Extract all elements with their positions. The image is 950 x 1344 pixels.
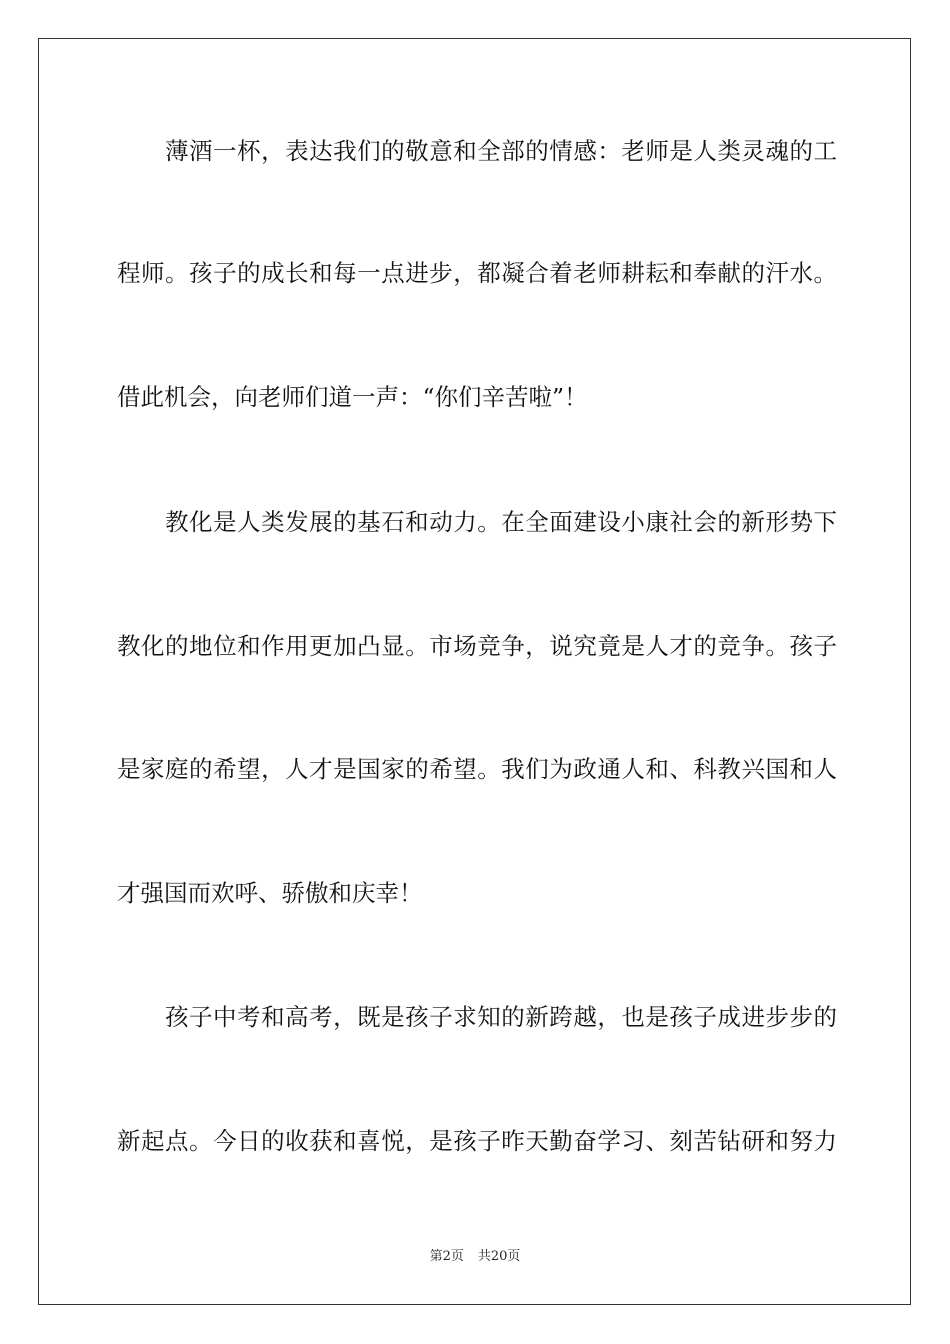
paragraph-3-line-1: 孩子中考和高考，既是孩子求知的新跨越，也是孩子成进步步的 — [165, 1003, 837, 1031]
paragraph-2-line-4: 才强国而欢呼、骄傲和庆幸！ — [117, 879, 423, 907]
paragraph-2-line-3: 是家庭的希望，人才是国家的希望。我们为政通人和、科教兴国和人 — [117, 755, 837, 783]
page-frame — [38, 38, 911, 1305]
paragraph-1-line-2: 程师。孩子的成长和每一点进步，都凝合着老师耕耘和奉献的汗水。 — [117, 259, 837, 287]
paragraph-2-line-1: 教化是人类发展的基石和动力。在全面建设小康社会的新形势下 — [165, 508, 837, 536]
paragraph-3-line-2: 新起点。今日的收获和喜悦，是孩子昨天勤奋学习、刻苦钻研和努力 — [117, 1127, 837, 1155]
paragraph-1-line-1: 薄酒一杯，表达我们的敬意和全部的情感：老师是人类灵魂的工 — [165, 137, 837, 165]
paragraph-2-line-2: 教化的地位和作用更加凸显。市场竞争，说究竟是人才的竞争。孩子 — [117, 632, 837, 660]
paragraph-1-line-3: 借此机会，向老师们道一声：“你们辛苦啦”！ — [117, 383, 588, 411]
page-number: 第2页 — [429, 1249, 464, 1264]
page-footer — [0, 1245, 950, 1264]
page-total: 共20页 — [477, 1249, 521, 1264]
